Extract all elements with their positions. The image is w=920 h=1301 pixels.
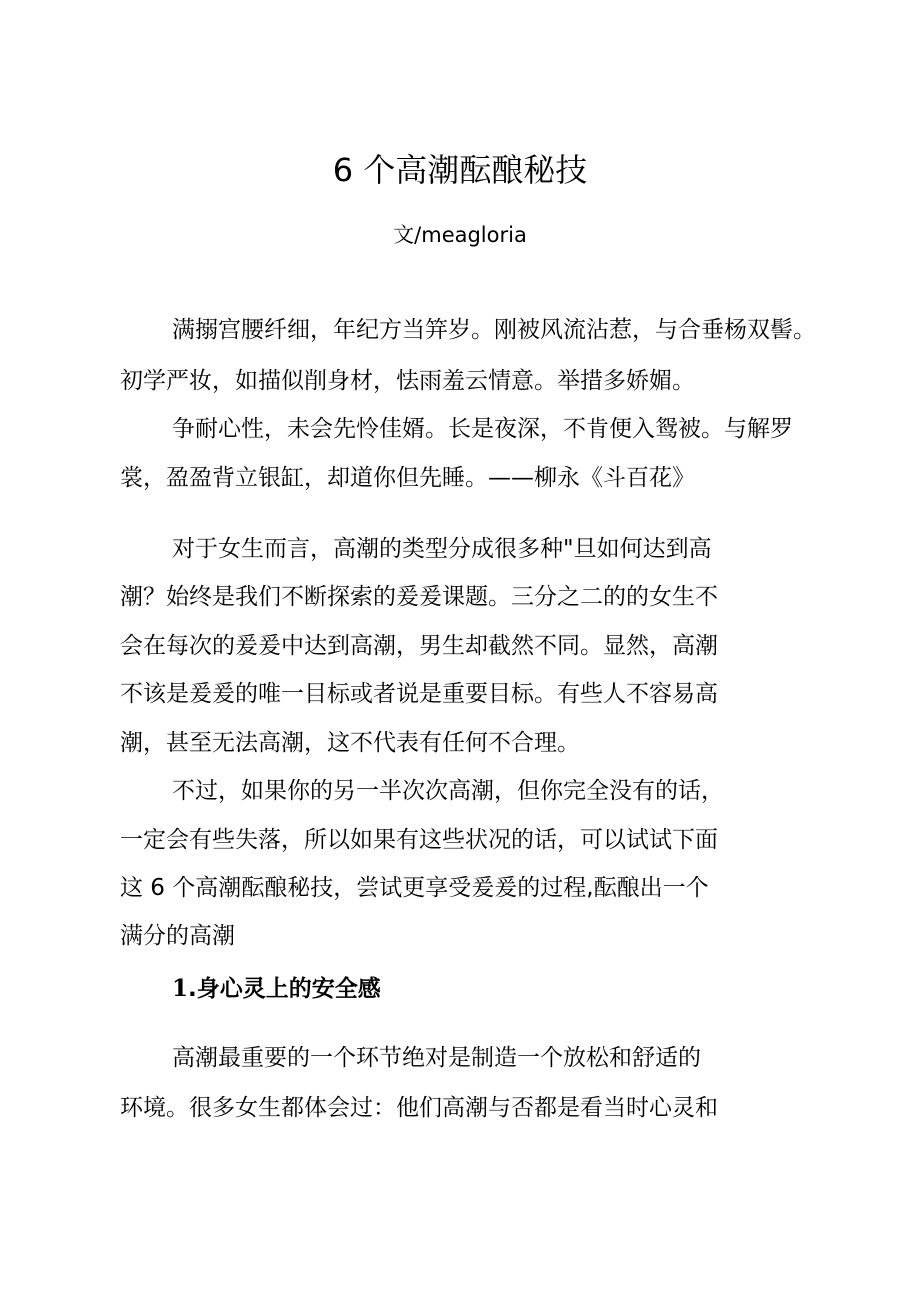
paragraph-line: 一定会有些失落，所以如果有这些状况的话，可以试试下面 <box>120 827 718 853</box>
paragraph-line: 环境。很多女生都体会过：他们高潮与否都是看当时心灵和 <box>120 1095 718 1121</box>
section-title: .身心灵上的安全感 <box>188 976 381 1002</box>
section-heading <box>172 972 772 1006</box>
document-title: 6 个高潮酝酿秘技 <box>332 151 588 189</box>
paragraph-line: 满分的高潮 <box>120 923 235 949</box>
paragraph-line: 会在每次的爰爰中达到高潮，男生却截然不同。显然，高潮 <box>120 633 718 659</box>
paragraph-line: 潮？始终是我们不断探索的爰爰课题。三分之二的的女生不 <box>120 584 718 610</box>
poem-line: 争耐心性，未会先怜佳婿。长是夜深，不肯便入鸳被。与解罗 <box>172 416 793 442</box>
paragraph-line: 高潮最重要的一个环节绝对是制造一个放松和舒适的 <box>172 1045 701 1071</box>
poem-line: 初学严妆，如描似削身材，怯雨羞云情意。举措多娇媚。 <box>120 368 695 394</box>
paragraph-line: 这 6 个高潮酝酿秘技，尝试更享受爰爰的过程,酝酿出一个 <box>120 875 709 901</box>
section-number: 1 <box>172 975 189 1002</box>
poem-line: 满搦宫腰纤细，年纪方当笄岁。刚被风流沾惹，与合垂杨双髻。 <box>172 317 816 343</box>
paragraph-line: 对于女生而言，高潮的类型分成很多种"旦如何达到高 <box>172 536 712 562</box>
paragraph-line: 不过，如果你的另一半次次高潮，但你完全没有的话， <box>172 778 724 804</box>
paragraph-line: 不该是爰爰的唯一目标或者说是重要目标。有些人不容易高 <box>120 681 718 707</box>
author-byline: 文/meagloria <box>393 223 527 247</box>
paragraph-line: 潮，甚至无法高潮，这不代表有任何不合理。 <box>120 730 580 756</box>
poem-line: 裳，盈盈背立银缸，却道你但先睡。——柳永《斗百花》 <box>120 465 695 491</box>
